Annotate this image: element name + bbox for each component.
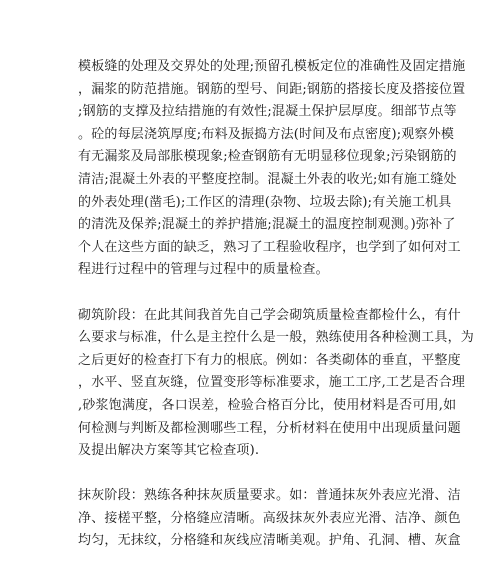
- text-line: ;钢筋的支撑及拉结措施的有效性;混凝土保护层厚度。细部节点等: [78, 104, 457, 120]
- text-line: 么要求与标准，什么是主控什么是一般，熟练使用各种检测工具，为: [78, 330, 475, 346]
- text-line: 何检测与判断及都检测哪些工程，分析材料在使用中出现质量问题: [78, 420, 461, 436]
- text-line: 及提出解决方案等其它检查项).: [78, 443, 260, 459]
- text-line: 。砼的每层浇筑厚度;布料及振捣方法(时间及布点密度);观察外模: [78, 126, 455, 142]
- text-line: 有无漏浆及局部胀模现象;检查钢筋有无明显移位现象;污染钢筋的: [78, 149, 457, 165]
- text-line: 程进行过程中的管理与过程中的质量检查。: [78, 262, 329, 278]
- paragraph-spacer: [78, 282, 438, 305]
- text-line: 的外表处理(凿毛);工作区的清理(杂物、垃圾去除);有关施工机具: [78, 194, 452, 210]
- text-line: 的清洗及保养;混凝土的养护措施;混凝土的温度控制观测。)弥补了: [78, 217, 456, 233]
- text-line: 清洁;混凝土外表的平整度控制。混凝土外表的收光;如有施工缝处: [78, 171, 457, 187]
- text-line: 之后更好的检查打下有力的根底。例如：各类砌体的垂直，平整度: [78, 352, 461, 368]
- paragraph-spacer: [78, 463, 438, 486]
- text-line: ，漏浆的防范措施。钢筋的型号、间距;钢筋的搭接长度及搭接位置: [78, 81, 466, 97]
- text-line: 砌筑阶段：在此其间我首先自己学会砌筑质量检查都检什么，有什: [78, 307, 461, 323]
- text-line: 个人在这些方面的缺乏，熟习了工程验收程序，也学到了如何对工: [78, 239, 461, 255]
- paragraph-masonry: [78, 305, 475, 463]
- paragraph-formwork-concrete: [78, 56, 466, 282]
- text-line: 净、接槎平整，分格缝应清晰。高级抹灰外表应光滑、洁净、颜色: [78, 510, 461, 526]
- text-line: 模板缝的处理及交界处的处理;预留孔模板定位的准确性及固定措施: [78, 59, 466, 74]
- paragraph-plastering: [78, 485, 461, 553]
- text-line: 抹灰阶段：熟练各种抹灰质量要求。如：普通抹灰外表应光滑、洁: [78, 488, 461, 504]
- text-line: ,砂浆饱满度，各口误差，检验合格百分比，使用材料是否可用,如: [78, 397, 457, 413]
- text-line: ，水平、竖直灰缝，位置变形等标准要求，施工工序,工艺是否合理: [78, 375, 466, 391]
- text-line: 均匀，无抹纹，分格缝和灰线应清晰美观。护角、孔洞、槽、灰盒: [78, 533, 461, 549]
- document-body: [78, 56, 475, 553]
